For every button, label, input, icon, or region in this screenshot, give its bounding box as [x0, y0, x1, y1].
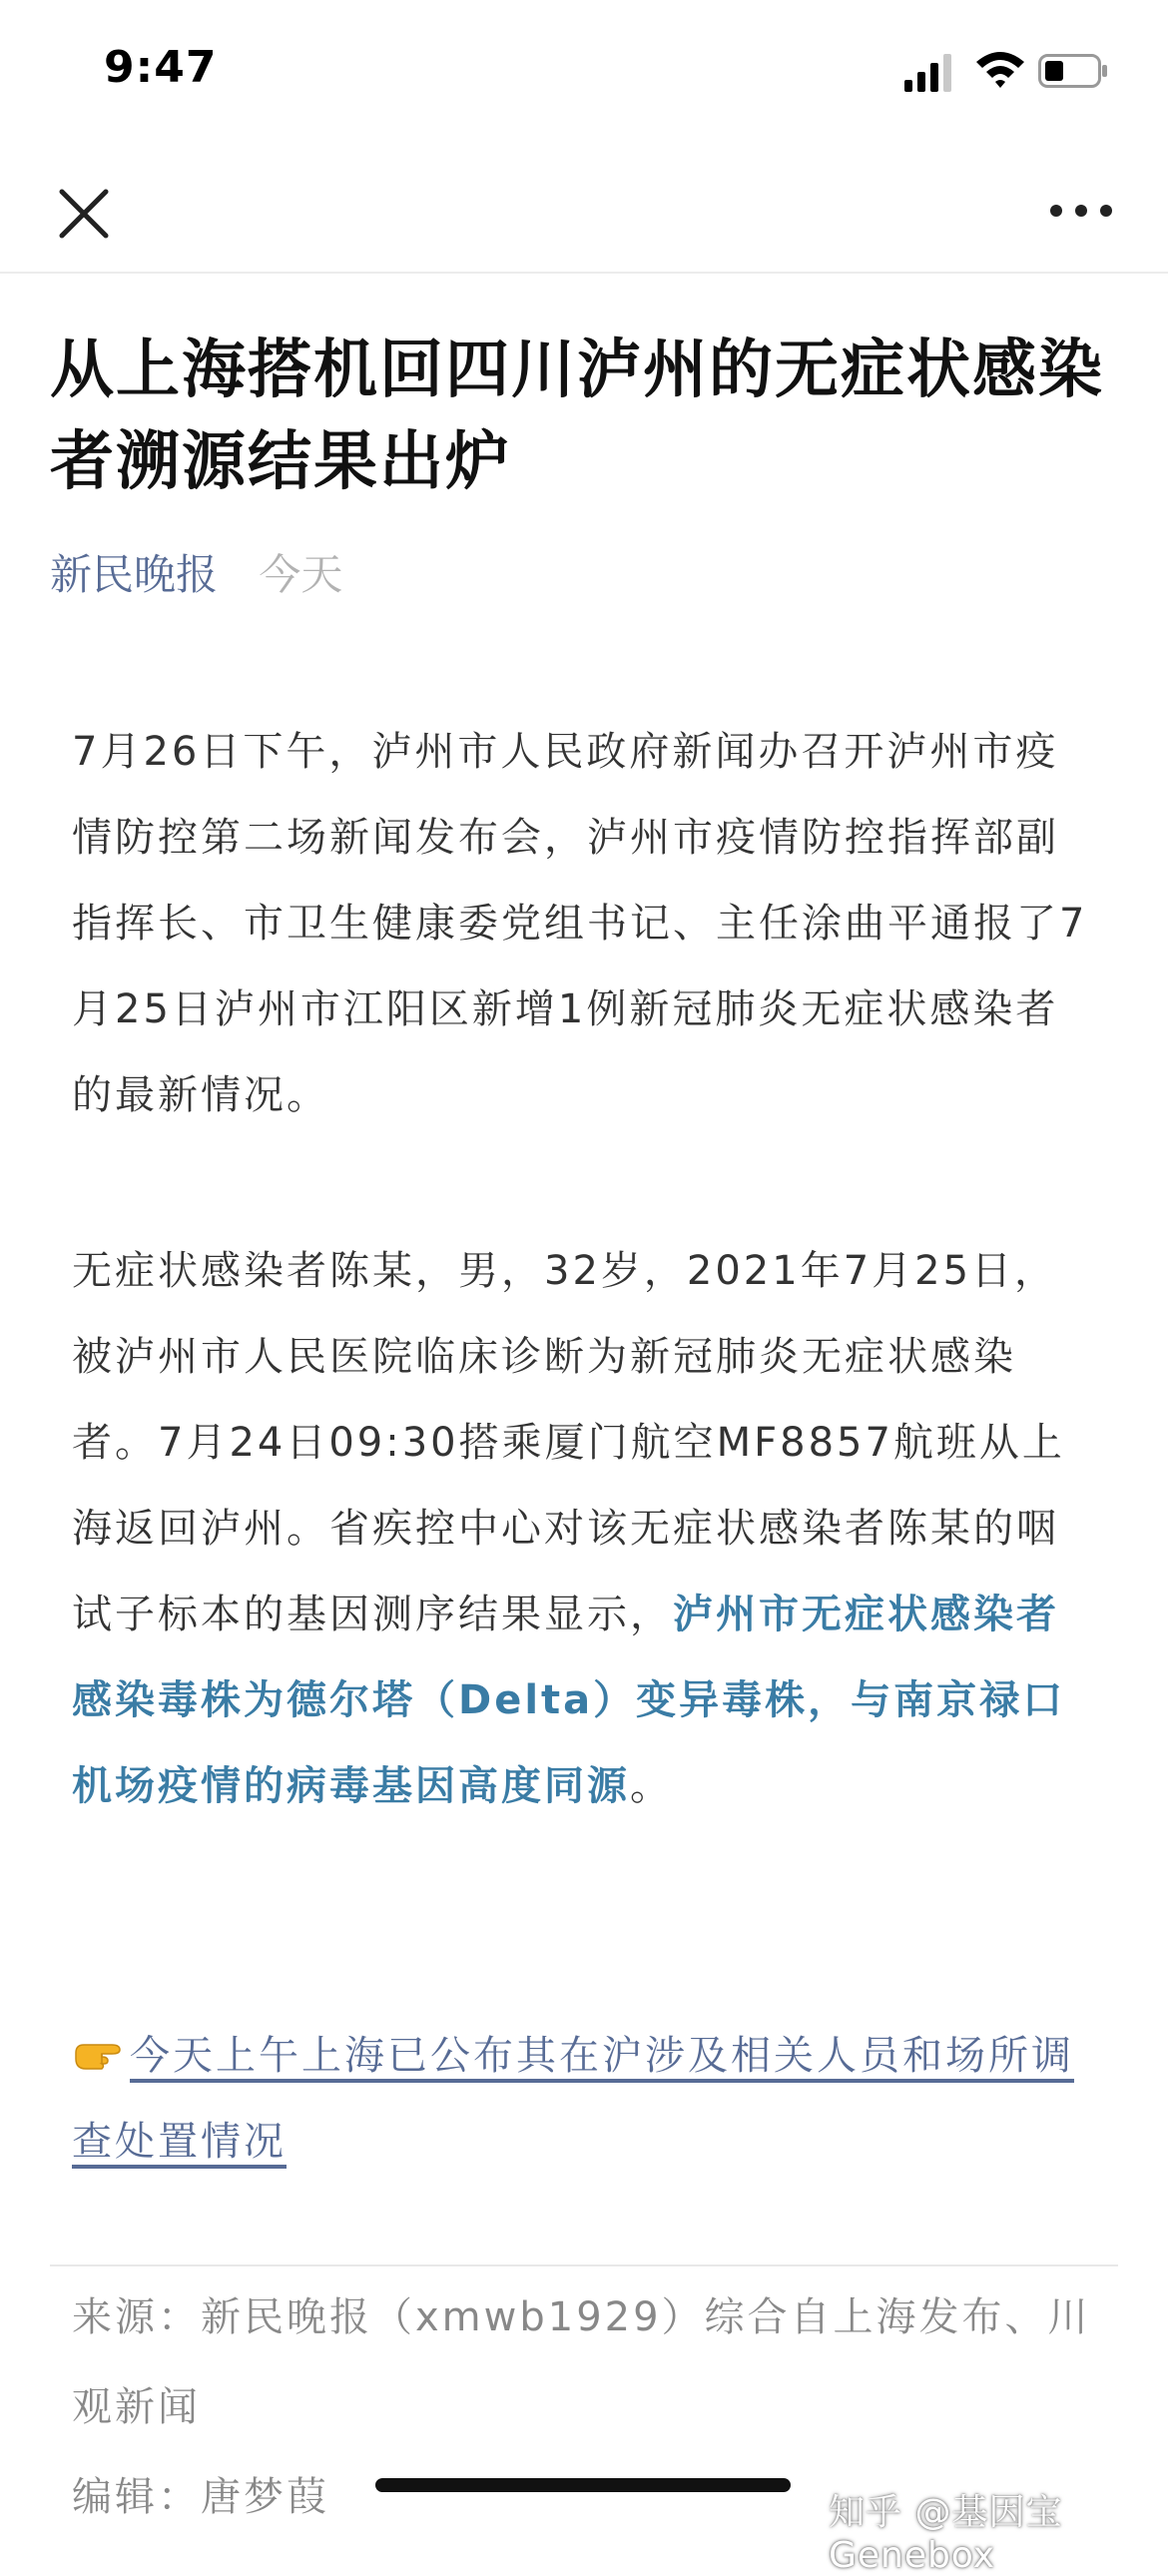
close-icon[interactable] — [52, 182, 116, 246]
status-time: 9:47 — [104, 42, 218, 93]
watermark: 知乎 @基因宝Genebox — [829, 2492, 1063, 2576]
article-title: 从上海搭机回四川泸州的无症状感染者溯源结果出炉 — [50, 333, 1104, 499]
wifi-icon — [974, 48, 1026, 90]
article-meta — [50, 545, 342, 605]
more-icon[interactable] — [1048, 194, 1114, 228]
source-account-link[interactable]: 新民晚报 — [50, 550, 219, 599]
cellular-signal-icon — [904, 54, 952, 92]
footer-source: 来源：新民晚报（xmwb1929）综合自上海发布、川观新闻 — [72, 2294, 1091, 2430]
paragraph-2-end: 。 — [630, 1763, 673, 1809]
related-link-paragraph — [72, 2013, 1098, 2185]
paragraph-2-highlight: 泸州市无症状感染者感染毒株为德尔塔（Delta）变异毒株，与南京禄口机场疫情的病毒基因高度同源 — [72, 1592, 1066, 1809]
paragraph-2 — [72, 1228, 1098, 1829]
status-bar — [0, 0, 1168, 140]
paragraph-1: 7月26日下午，泸州市人民政府新闻办召开泸州市疫情防控第二场新闻发布会，泸州市疫情防控指挥部副指挥长、市卫生健康委党组书记、主任涂曲平通报了7月25日泸州市江阳区新增1例新冠肺炎无症状感染者的最新情况。 — [72, 729, 1088, 1118]
related-article-link[interactable]: 今天上午上海已公布其在沪涉及相关人员和场所调查处置情况 — [72, 2033, 1074, 2165]
publish-date: 今天 — [259, 550, 343, 599]
home-indicator[interactable] — [375, 2478, 791, 2492]
footer-editor: 编辑：唐梦葭 — [72, 2474, 329, 2520]
pointing-hand-icon — [72, 2033, 130, 2071]
footer-divider — [50, 2264, 1118, 2266]
nav-bar — [0, 140, 1168, 274]
paragraph-2-text: 无症状感染者陈某，男，32岁，2021年7月25日，被泸州市人民医院临床诊断为新冠肺炎无症状感染者。7月24日09:30搭乘厦门航空MF8857航班从上海返回泸州。省疾控中心对该无症状感染者陈某的咽试子标本的基因测序结果显示， — [72, 1248, 1065, 1637]
battery-icon — [1038, 54, 1108, 88]
